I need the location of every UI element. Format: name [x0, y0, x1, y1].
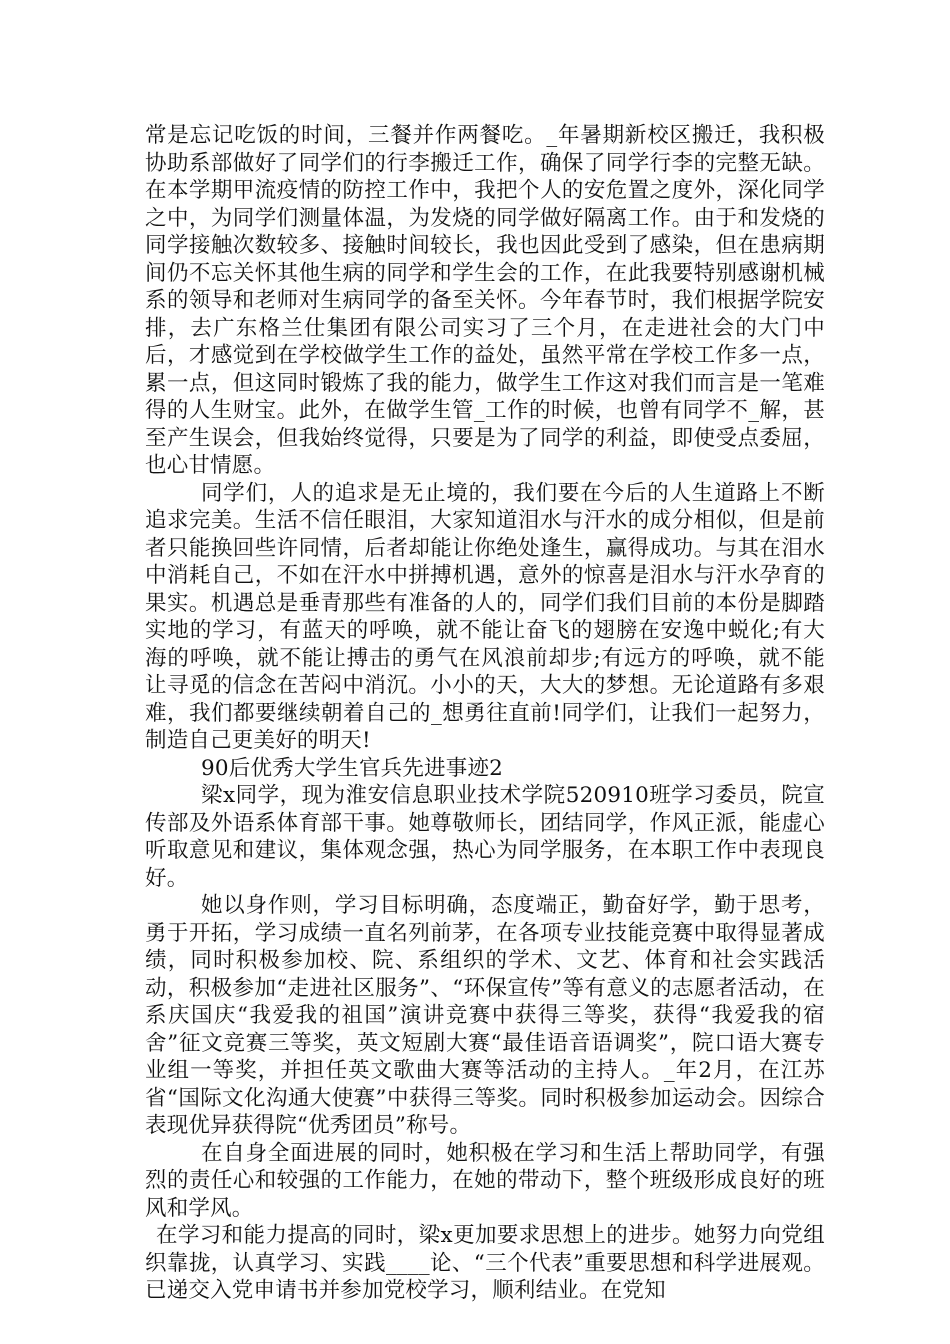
- document-page: [145, 122, 825, 1305]
- paragraph-work-experience: 常是忘记吃饭的时间，三餐并作两餐吃。_年暑期新校区搬迁，我积极协助系部做好了同学们的行李搬迁工作，确保了同学行李的完整无缺。在本学期甲流疫情的防控工作中，我把个人的安危置之度外，深化同学之中，为同学们测量体温，为发烧的同学做好隔离工作。由于和发烧的同学接触次数较多、接触时间较长，我也因此受到了感染，但在患病期间仍不忘关怀其他生病的同学和学生会的工作，在此我要特别感谢机械系的领导和老师对生病同学的备至关怀。今年春节时，我们根据学院安排，去广东格兰仕集团有限公司实习了三个月，在走进社会的大门中后，才感觉到在学校做学生工作的益处，虽然平常在学校工作多一点，累一点，但这同时锻炼了我的能力，做学生工作这对我们而言是一笔难得的人生财宝。此外，在做学生管_工作的时候，也曾有同学不_解，甚至产生误会，但我始终觉得，只要是为了同学的利益，即使受点委屈，也心甘情愿。: [145, 123, 825, 478]
- paragraph-introduction: 梁x同学，现为淮安信息职业技术学院520910班学习委员，院宣传部及外语系体育部干事。她尊敬师长，团结同学，作风正派，能虚心听取意见和建议，集体观念强，热心为同学服务，在本职工作中表现良好。: [145, 783, 825, 891]
- paragraph-achievements: 她以身作则，学习目标明确，态度端正，勤奋好学，勤于思考，勇于开拓，学习成绩一直名列前茅，在各项专业技能竞赛中取得显著成绩，同时积极参加校、院、系组织的学术、文艺、体育和社会实践活动，积极参加“走进社区服务”、“环保宣传”等有意义的志愿者活动，在系庆国庆“我爱我的祖国”演讲竞赛中获得三等奖，获得“我爱我的宿舍”征文竞赛三等奖，英文短剧大赛“最佳语音语调奖”，院口语大赛专业组一等奖，并担任英文歌曲大赛等活动的主持人。_年2月，在江苏省“国际文化沟通大使赛”中获得三等奖。同时积极参加运动会。因综合表现优异获得院“优秀团员”称号。: [145, 893, 825, 1138]
- paragraph-helping-classmates: 在自身全面进展的同时，她积极在学习和生活上帮助同学，有强烈的责任心和较强的工作能力，在她的带动下，整个班级形成良好的班风和学风。: [145, 1140, 825, 1221]
- section-heading: 90后优秀大学生官兵先进事迹2: [201, 755, 504, 781]
- paragraph-political-progress: 在学习和能力提高的同时，梁x更加要求思想上的进步。她努力向党组织靠拢，认真学习、实践____论、“三个代表”重要思想和科学进展观。已递交入党申请书并参加党校学习，顺利结业。在党知: [145, 1223, 825, 1303]
- paragraph-encouragement: 同学们，人的追求是无止境的，我们要在今后的人生道路上不断追求完美。生活不信任眼泪，大家知道泪水与汗水的成分相似，但是前者只能换回些许同情，后者却能让你绝处逢生，赢得成功。与其在泪水中消耗自己，不如在汗水中拼搏机遇，意外的惊喜是泪水与汗水孕育的果实。机遇总是垂青那些有准备的人的，同学们我们目前的本份是脚踏实地的学习，有蓝天的呼唤，就不能让奋飞的翅膀在安逸中蜕化;有大海的呼唤，就不能让搏击的勇气在风浪前却步;有远方的呼唤，就不能让寻觅的信念在苦闷中消沉。小小的天，大大的梦想。无论道路有多艰难，我们都要继续朝着自己的_想勇往直前!同学们，让我们一起努力，制造自己更美好的明天!: [145, 480, 825, 753]
